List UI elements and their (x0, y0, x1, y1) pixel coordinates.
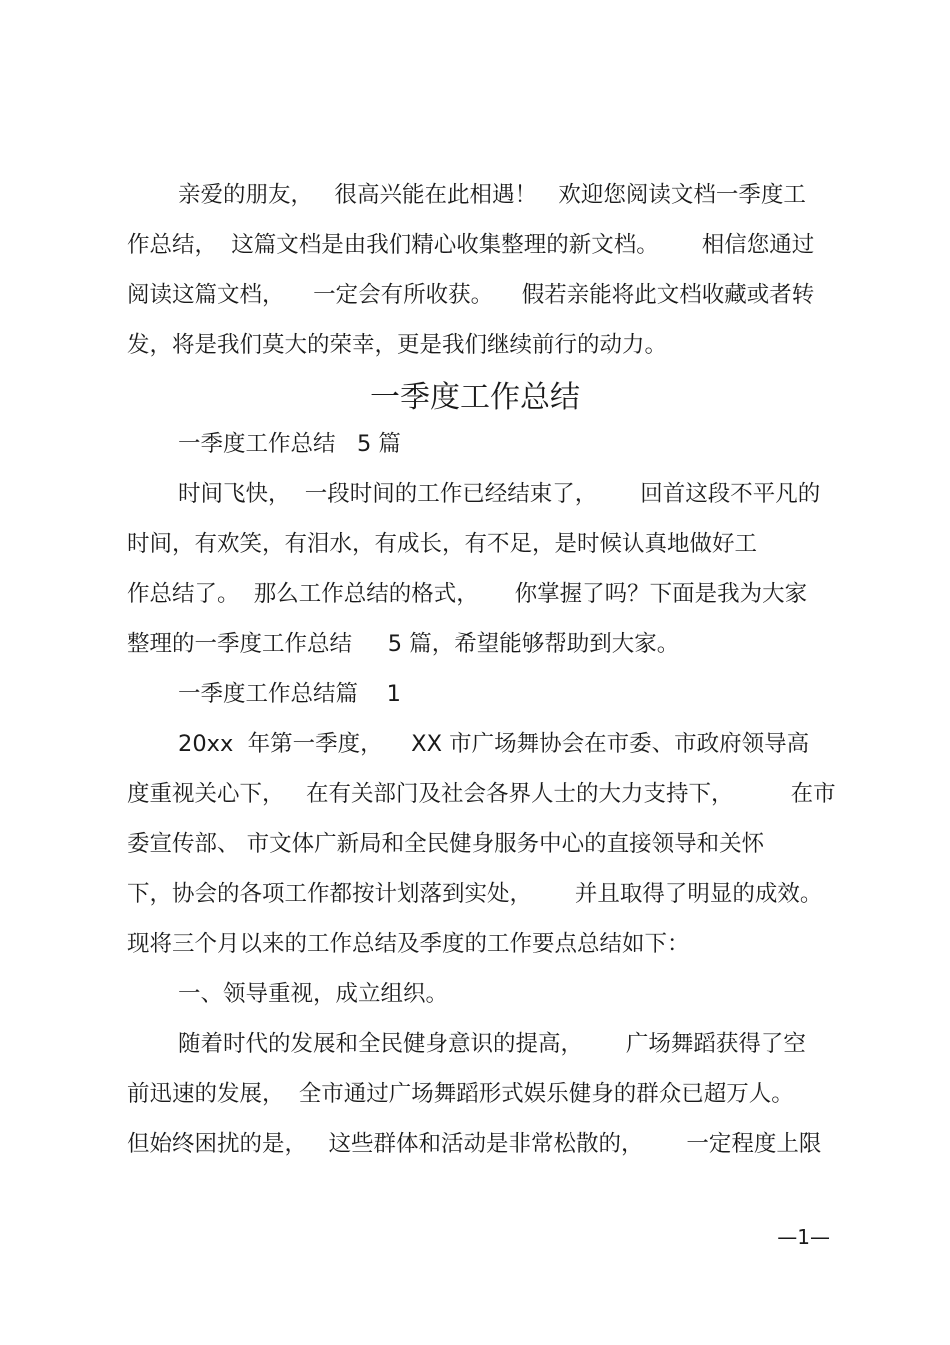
paragraph-line: 随着时代的发展和全民健身意识的提高， 广场舞蹈获得了空 (178, 1031, 806, 1057)
paragraph-line: 整理的一季度工作总结 5 篇，希望能够帮助到大家。 (127, 631, 680, 657)
page-number: —1— (777, 1225, 830, 1249)
intro-line: 阅读这篇文档， 一定会有所收获。 假若亲能将此文档收藏或者转 (127, 282, 815, 308)
paragraph-line: 20xx 年第一季度， XX 市广场舞协会在市委、市政府领导高 (178, 731, 810, 757)
paragraph-line: 下，协会的各项工作都按计划落到实处， 并且取得了明显的成效。 (127, 881, 823, 907)
paragraph-line: 现将三个月以来的工作总结及季度的工作要点总结如下： (127, 931, 690, 957)
intro-line: 发，将是我们莫大的荣幸，更是我们继续前行的动力。 (127, 332, 668, 358)
point-heading: 一、领导重视，成立组织。 (178, 981, 449, 1007)
paragraph-line: 但始终困扰的是， 这些群体和活动是非常松散的， 一定程度上限 (127, 1131, 822, 1157)
paragraph-line: 度重视关心下， 在有关部门及社会各界人士的大力支持下， 在市 (127, 781, 836, 807)
section-heading: 一季度工作总结篇 1 (178, 681, 401, 707)
paragraph-line: 时间，有欢笑，有泪水，有成长，有不足，是时候认真地做好工 (127, 531, 758, 557)
document-title: 一季度工作总结 (370, 380, 580, 415)
document-subtitle: 一季度工作总结 5 篇 (178, 431, 401, 457)
paragraph-line: 前迅速的发展， 全市通过广场舞蹈形式娱乐健身的群众已超万人。 (127, 1081, 794, 1107)
paragraph-line: 委宣传部、 市文体广新局和全民健身服务中心的直接领导和关怀 (127, 831, 765, 857)
intro-line: 亲爱的朋友， 很高兴能在此相遇！ 欢迎您阅读文档一季度工 (178, 182, 806, 208)
paragraph-line: 作总结了。 那么工作总结的格式， 你掌握了吗？下面是我为大家 (127, 581, 808, 607)
paragraph-line: 时间飞快， 一段时间的工作已经结束了， 回首这段不平凡的 (178, 481, 821, 507)
intro-line: 作总结， 这篇文档是由我们精心收集整理的新文档。 相信您通过 (127, 232, 815, 258)
